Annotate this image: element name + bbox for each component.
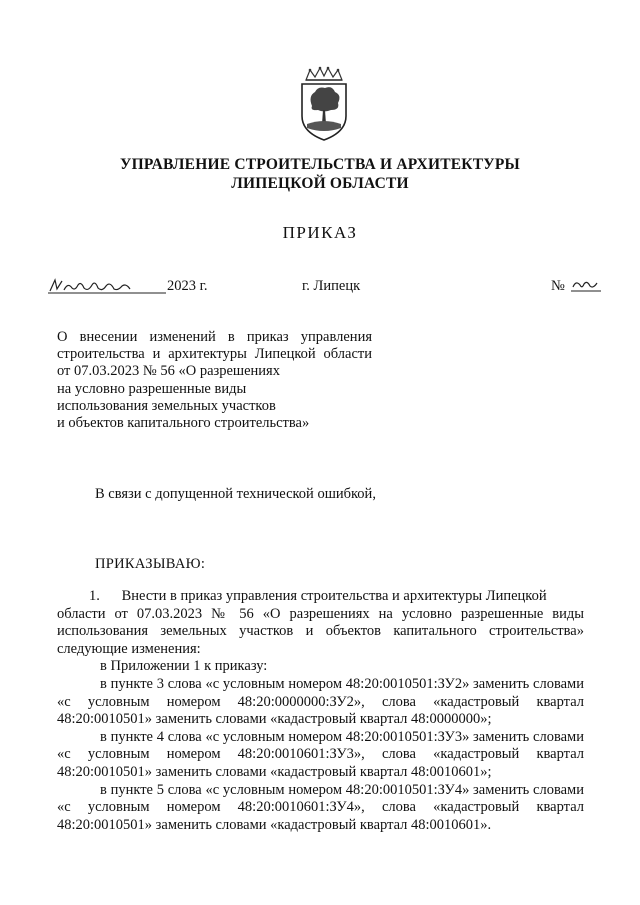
subject-line-1: О внесении изменений в приказ управления — [57, 329, 372, 345]
paragraph-2: в Приложении 1 к приказу: — [100, 658, 268, 675]
paragraph-4-line-3: 48:20:0010501» заменить словами «кадастровый квартал 48:0010601»; — [57, 763, 492, 780]
paragraph-5-line-2: «с условным номером 48:20:0010601:ЗУ4», слова «кадастровый квартал — [57, 799, 584, 816]
paragraph-4-line-2: «с условным номером 48:20:0010601:ЗУ3», слова «кадастровый квартал — [57, 746, 584, 763]
organization-title — [0, 155, 640, 193]
handwritten-date-signature — [48, 276, 166, 296]
subject-line-6: и объектов капитального строительства» — [57, 415, 310, 432]
preamble: В связи с допущенной технической ошибкой, — [95, 486, 376, 502]
document-type: ПРИКАЗ — [282, 223, 358, 242]
paragraph-1-line-2: области от 07.03.2023 № 56 «О разрешениях на условно разрешенные виды — [57, 605, 584, 622]
subject-line-5: использования земельных участков — [57, 397, 276, 414]
document-subject — [57, 329, 372, 432]
paragraph-5-line-3: 48:20:0010501» заменить словами «кадастровый квартал 48:0010601». — [57, 816, 492, 833]
paragraph-3-line-1: в пункте 3 слова «с условным номером 48:20:0010501:ЗУ2» заменить словами — [100, 675, 584, 692]
paragraph-1-line-1: 1. Внести в приказ управления строительства и архитектуры Липецкой — [89, 588, 547, 604]
paragraph-1-line-4: следующие изменения: — [57, 640, 201, 657]
document-number-label: № — [551, 278, 565, 294]
document-body — [57, 588, 584, 834]
paragraph-3-line-2: «с условным номером 48:20:0000000:ЗУ2», слова «кадастровый квартал — [57, 693, 584, 710]
handwritten-number — [571, 276, 601, 294]
paragraph-5-line-1: в пункте 5 слова «с условным номером 48:20:0010501:ЗУ4» заменить словами — [100, 781, 584, 798]
subject-line-3: от 07.03.2023 № 56 «О разрешениях — [57, 363, 280, 380]
org-line-2: ЛИПЕЦКОЙ ОБЛАСТИ — [231, 175, 409, 192]
document-year: 2023 г. — [167, 278, 208, 294]
order-word: ПРИКАЗЫВАЮ: — [95, 556, 206, 572]
org-line-1: УПРАВЛЕНИЕ СТРОИТЕЛЬСТВА И АРХИТЕКТУРЫ — [120, 156, 520, 173]
subject-line-2: строительства и архитектуры Липецкой области — [57, 346, 372, 363]
coat-of-arms-icon — [298, 66, 350, 142]
subject-line-4: на условно разрешенные виды — [57, 380, 247, 397]
paragraph-3-line-3: 48:20:0010501» заменить словами «кадастровый квартал 48:0000000»; — [57, 711, 492, 728]
paragraph-1-line-3: использования земельных участков и объектов капитального строительства» — [57, 623, 584, 640]
document-city: г. Липецк — [302, 278, 361, 294]
paragraph-4-line-1: в пункте 4 слова «с условным номером 48:20:0010501:ЗУ3» заменить словами — [100, 728, 584, 745]
